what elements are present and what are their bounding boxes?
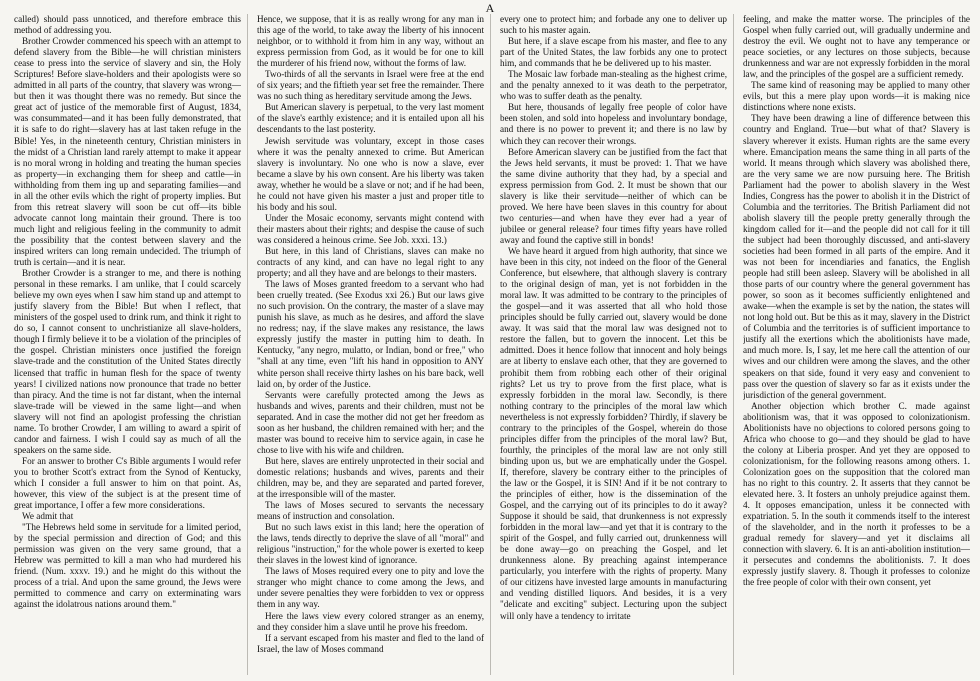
paragraph: Brother Crowder commenced his speech with an attempt to defend slavery from the Bible—he will christian ministers cease to press into the service of slavery and sin, the Holy Scriptures! Before slave-holders and their apologists were so admitted in all parts of the country, that slavery was wrong—but then it was thought there was no remedy. But since the great act of justice of the memorable first of August, 1834, was consummated—and it has been fully demonstrated, that it is safe to do right—slavery has at last taken refuge in the Bible! Yes, in the nineteenth century, Christian ministers in the midst of a Christian land rarely attempt to make it appear is no moral wrong in holding and treating the human species as property—in exchanging them for sheep and cattle—in withholding from them ing up and separating families—and in all the other evils which the right of property implies. But from this retreat slavery will soon be cut off—its bible advocate cannot long maintain their ground. There is too much light and religious feeling in the community to admit the possibility that the contest between slavery and the inspired writers can long remain undecided. The triumph of truth is certain—and it is near. [14, 36, 241, 268]
page-header-letter: A [485, 1, 495, 15]
paragraph: The laws of Moses required every one to pity and love the stranger who might chance to come among the Jews, and under severe penalties they were forbidden to vex or oppress them in any way. [257, 566, 484, 610]
paragraph: Before American slavery can be justified from the fact that the Jews held servants, it must be proved: 1. That we have the same divine authority that they had, by a special and express permission from God. 2. It must be shown that our slavery is like their servitude—neither of which can be proved. We here have been slaves in this country for about two centuries—and when have they ever had a year of jubilee or general release? four times fifty years have rolled away and found the captive still in bonds! [500, 146, 727, 245]
paragraph: Under the Mosaic economy, servants might contend with their masters about their rights; and despise the cause of such was considered a heinous crime. See Job. xxxi. 13.) [257, 212, 484, 245]
paragraph: Another objection which brother C. made against abolitionism was, that it was opposed to colonizationism. Abolitionists have no objections to colored persons going to Africa who choose to go—and they should be glad to have the colony at Liberia prosper. And yet they are opposed to colonizationism, for the following reasons among others. 1. Colonization goes on the supposition that the colored man has no right to this country. 2. It asserts that they cannot be elevated here. 3. It fosters an unholy prejudice against them. 4. It opposes emancipation, unless it be connected with expatriation. 5. In the south it commends itself to the interest of the slaveholder, and in the north it professes to be a gradual remedy for slavery—and yet it disclaims all connection with slavery. 6. It is an anti-abolition institution—it persecutes and condemns the abolitionists. 7. It does expressly justify slavery. 8. Though it professes to colonize the free people of color with their own consent, yet [743, 400, 970, 588]
paragraph: Brother Crowder is a stranger to me, and there is nothing personal in these remarks. I am unlike, that I could scarcely believe my own eyes when I saw him stand up and attempt to justify slavery from the Bible! But when I reflect, that ministers of the gospel used to drink rum, and think it right to do so, I cannot consent to unchristianize all slave-holders, though I firmly believe it to be a violation of the principles of the gospel. Christian ministers once justified the foreign slave-trade and the constitution of the United States directly licensed that traffic in human flesh for the space of twenty years! I civilized nations now pronounce that trade no better than piracy. And the time is not far distant, when the internal slave-trade will be viewed in the same light—and when slavery will not find an apologist professing the christian name. To brother Crowder, I am willing to award a spirit of candor and fairness. I wish I could say as much of all the speakers on the same side. [14, 268, 241, 455]
paragraph: called) should pass unnoticed, and therefore embrace this method of addressing you. [14, 14, 241, 36]
paragraph: Hence, we suppose, that it is as really wrong for any man in this age of the world, to take away the liberty of his innocent neighbor, or to withhold it from him in any way, without an express permission from God, as it would be for one to kill the murderer of his friend now, without the forms of law. [257, 14, 484, 69]
article-columns [14, 14, 970, 675]
paragraph: every one to protect him; and forbade any one to deliver up such to his master again. [500, 14, 727, 36]
paragraph: Here the laws view every colored stranger as an enemy, and they consider him a slave until he prove his freedom. [257, 610, 484, 632]
paragraph: feeling, and make the matter worse. The principles of the Gospel when fully carried out, will gradually undermine and destroy the evil. We ought not to have any temperance or peace societies, or any lectures on those subjects, because drunkenness and war are not expressly forbidden in the moral law, and the principles of the gospel are a sufficient remedy. [743, 14, 970, 80]
paragraph: But American slavery is perpetual, to the very last moment of the slave's earthly existence; and it is entailed upon all his descendants to the last posterity. [257, 102, 484, 135]
paragraph: They have been drawing a line of difference between this country and England. True—but what of that? Slavery is slavery wherever it exists. Human rights are the same every where. Emancipation means the same thing in all parts of the world. It means through which slavery was abolished there, are the very same we are now pursuing here. The British Parliament had the power to abolish slavery in the West Indies, Congress has the power to abolish it in the District of Columbia and the territories. The British Parliament did not abolish slavery till the people pretty generally through the kingdom called for it—and the people did not call for it till the subject had been thoroughly discussed, and anti-slavery societies had been formed in all parts of the empire. And it was not been for incendiaries and fanatics, the English people had still been asleep. Slavery will be abolished in all those parts of our country where the general government has power, so soon as it becomes sufficiently enlightened and awake—when the example is set by the nation, the states will not long hold out. But be this as it may, slavery in the District of Columbia and the territories is of sufficient importance to justify all the exertions which the abolitionists have made, and much more. Is, I say, let me here call the attention of our wives and our children were among the slaves, and the other speakers on that side, found it very easy and convenient to pass over the question of slavery so far as it exists under the jurisdiction of the general government. [743, 113, 970, 400]
column-4 [743, 14, 970, 675]
paragraph: We admit that [22, 511, 74, 522]
paragraph: The same kind of reasoning may be applied to many other evils, but this a mere play upon words—it is making nice distinctions where none exists. [743, 80, 970, 113]
column-2 [257, 14, 491, 675]
paragraph: But no such laws exist in this land; here the operation of the laws, tends directly to deprive the slave of all "moral" and religious "instruction," for the whole power is exerted to keep their slaves in the lowest kind of ignorance. [257, 522, 484, 566]
paragraph: But here, thousands of legally free people of color have been stolen, and sold into hopeless and involuntary bondage, and there is no power to prevent it; and there is no law by which they can recover their wrongs. [500, 102, 727, 146]
paragraph: The laws of Moses granted freedom to a servant who had been cruelly treated. (See Exodus xxi 26.) But our laws give no such provision. On the contrary, the master of a slave may punish his slave, as much as he desires, and afford the slave no redress; nay, if the slave makes any resistance, the laws expressly justify the master in putting him to death. In Kentucky, "any negro, mulatto, or Indian, bond or free," who "shall at any time, even "lift his hand in opposition to ANY white person shall receive thirty lashes on his bare back, well laid on, by order of the Justice. [257, 279, 484, 389]
paragraph: If a servant escaped from his master and fled to the land of Israel, the law of Moses command [257, 632, 484, 654]
paragraph: Two-thirds of all the servants in Israel were free at the end of six years; and the fiftieth year set free the remainder. There was no such thing as hereditary servitude among the Jews. [257, 69, 484, 102]
paragraph: But here, if a slave escape from his master, and flee to any part of the United States, the law forbids any one to protect him, and commands that he be delivered up to his master. [500, 36, 727, 69]
paragraph: But here, in this land of Christians, slaves can make no contracts of any kind, and can have no legal right to any property; and all they have and are belongs to their masters. [257, 245, 484, 279]
column-1 [14, 14, 248, 675]
paragraph: Jewish servitude was voluntary, except in those cases where it was the penalty annexed to crime. But American slavery is involuntary. No one who is now a slave, ever became a slave by his own consent. Are his liberty was taken away, whether he would be a slave or not; and if he had been, he could not have given his master a just and proper title to his body and his soul. [257, 135, 484, 212]
paragraph: "The Hebrews held some in servitude for a limited period, by the special permission and direction of God; and this permission was given on the very same ground, that a Hebrew was permitted to kill a man who had murdered his friend. (Num. xxxv. 19.) and he might do this without the process of a trial. And upon the same ground, the Jews were permitted to commence and carry on exterminating wars against the idolatrous nations around them." [14, 522, 241, 610]
paragraph: The laws of Moses secured to servants the necessary means of instruction and consolation. [257, 500, 484, 522]
paragraph: But here, slaves are entirely unprotected in their social and domestic relations; husbands and wives, parents and their children, may be, and they are separated and parted forever, at the irresponsible will of the master. [257, 455, 484, 500]
paragraph: Servants were carefully protected among the Jews as husbands and wives, parents and their children, must not be separated. And in case the mother did not get her freedom as soon as her husband, the children remained with her; and the master was bound to receive him to service again, in case he chose to live with his wife and children. [257, 389, 484, 455]
paragraph: We have heard it argued from high authority, that since we have been in this city, not indeed on the floor of the General Conference, but elsewhere, that although slavery is contrary to the original design of man, yet is not forbidden in the moral law. It was admitted to be contrary to the principles of the gospel—and it was asserted that all who hold those principles should be fully carried out, slavery would be done away. It was said that the moral law was designed not to restore the fallen, but to govern the innocent. Let this be admitted. Does it hence follow that innocent and holy beings are at liberty to enslave each other, that they are governed to prohibit them from robbing each other of their original rights? Let us try to prove from the first place, what is expressly forbidden in the moral law. Secondly, is there nothing contrary to the principles of the moral law which nevertheless is not expressly forbidden? Thirdly, if slavery be contrary to the principles of the Gospel, wherein do those principles differ from the principles of the moral law? But, fourthly, the principles of the moral law are not only still binding upon us, but we are emphatically under the Gospel. If, therefore, slavery be contrary either to the principles of the law or the Gospel, it is SIN! And if it be not contrary to the principles of either, how is the dissemination of the Gospel, and the carrying out of its principles to do it away? Suppose it should be said, that drunkenness is not expressly forbidden in the moral law—and yet that it is contrary to the spirit of the Gospel, and fully carried out, drunkenness will be done away—go on preaching the Gospel, and let drunkenness alone. By preaching against intemperance particularly, you interfere with the rights of property. Many of our citizens have invested large amounts in manufacturing and vending distilled liquors. And besides, it is a very "delicate and exciting" subject. Lecturing upon the subject will only have a tendency to irritate [500, 245, 727, 621]
column-3 [500, 14, 734, 675]
paragraph: The Mosaic law forbade man-stealing as the highest crime, and the penalty annexed to it was death to the perpetrator, who was to suffer death as the penalty. [500, 69, 727, 102]
paragraph: For an answer to brother C's Bible arguments I would refer you to brother Scott's extract from the Synod of Kentucky, which I consider a full answer to him on that point. As, however, this view of the subject is at the present time of great importance, I offer a few more considerations. [14, 455, 241, 511]
